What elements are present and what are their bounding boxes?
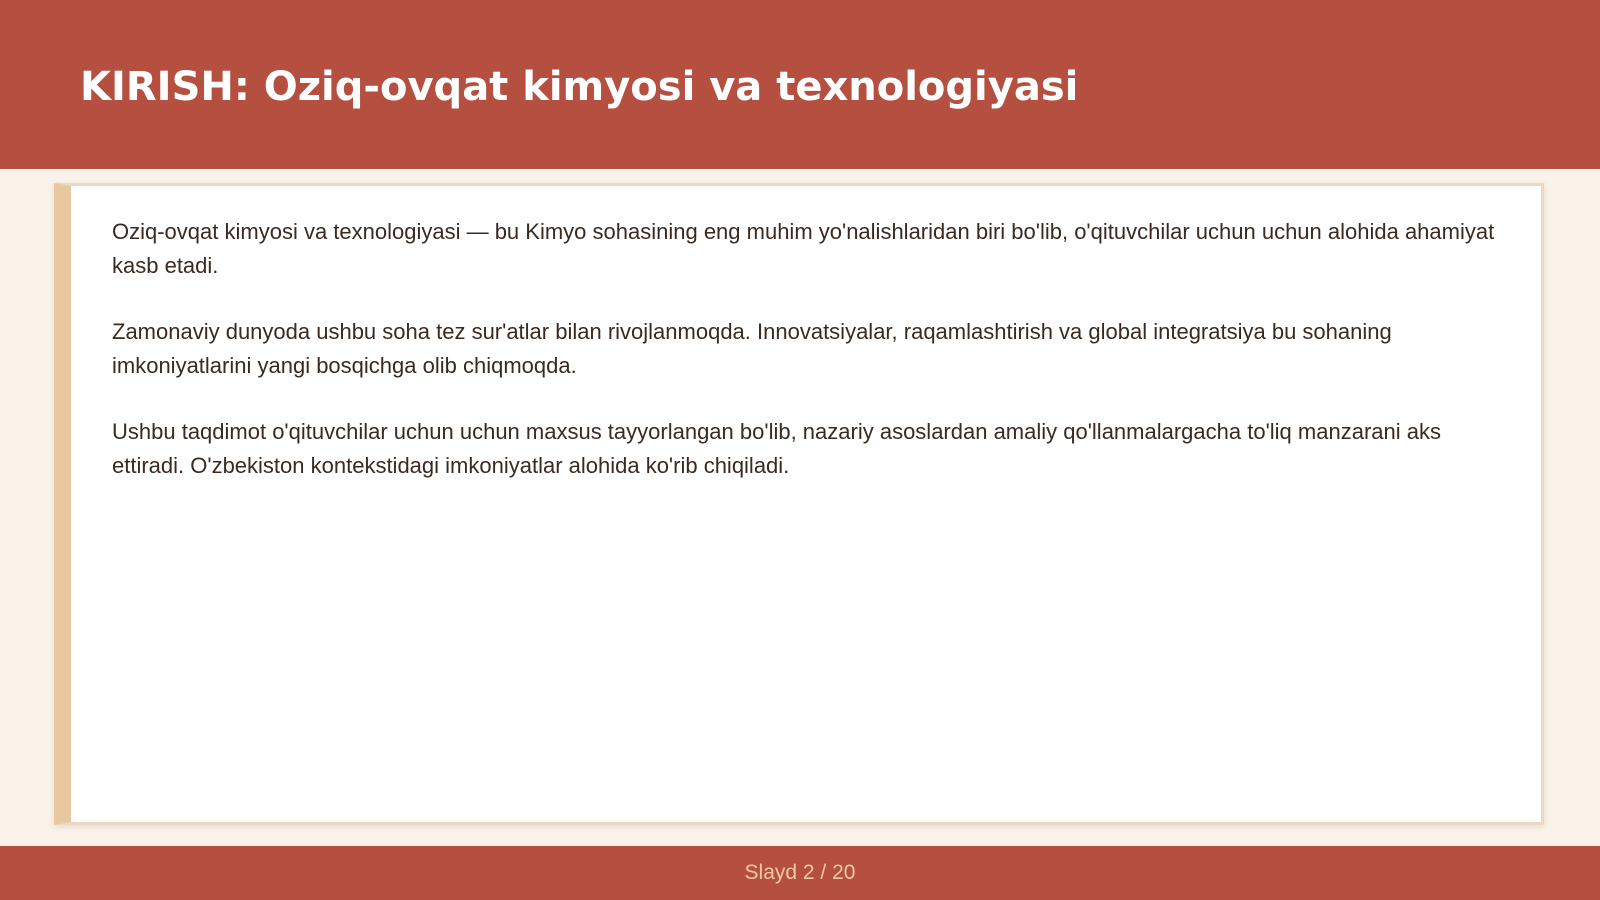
slide-counter: Slayd 2 / 20 — [744, 861, 856, 884]
content-card — [54, 183, 1544, 825]
slide-header — [0, 0, 1600, 169]
intro-paragraph-3: Ushbu taqdimot o'qituvchilar uchun uchun maxsus tayyorlangan bo'lib, nazariy asoslardan amaliy qo'llanmalargacha to'liq manzarani aks ettiradi. O'zbekiston kontekstidagi imkoniyatlar alohida ko'rib chiqiladi. — [112, 419, 1441, 478]
content-body — [112, 215, 1502, 515]
intro-paragraph-2: Zamonaviy dunyoda ushbu soha tez sur'atlar bilan rivojlanmoqda. Innovatsiyalar, raqamlashtirish va global integratsiya bu sohaning imkoniyatlarini yangi bosqichga olib chiqmoqda. — [112, 319, 1392, 378]
intro-paragraph-1: Oziq-ovqat kimyosi va texnologiyasi — bu Kimyo sohasining eng muhim yo'nalishlaridan biri bo'lib, o'qituvchilar uchun uchun alohida ahamiyat kasb etadi. — [112, 219, 1495, 278]
slide-title: KIRISH: Oziq-ovqat kimyosi va texnologiyasi — [80, 64, 1079, 110]
slide-footer — [0, 846, 1600, 900]
